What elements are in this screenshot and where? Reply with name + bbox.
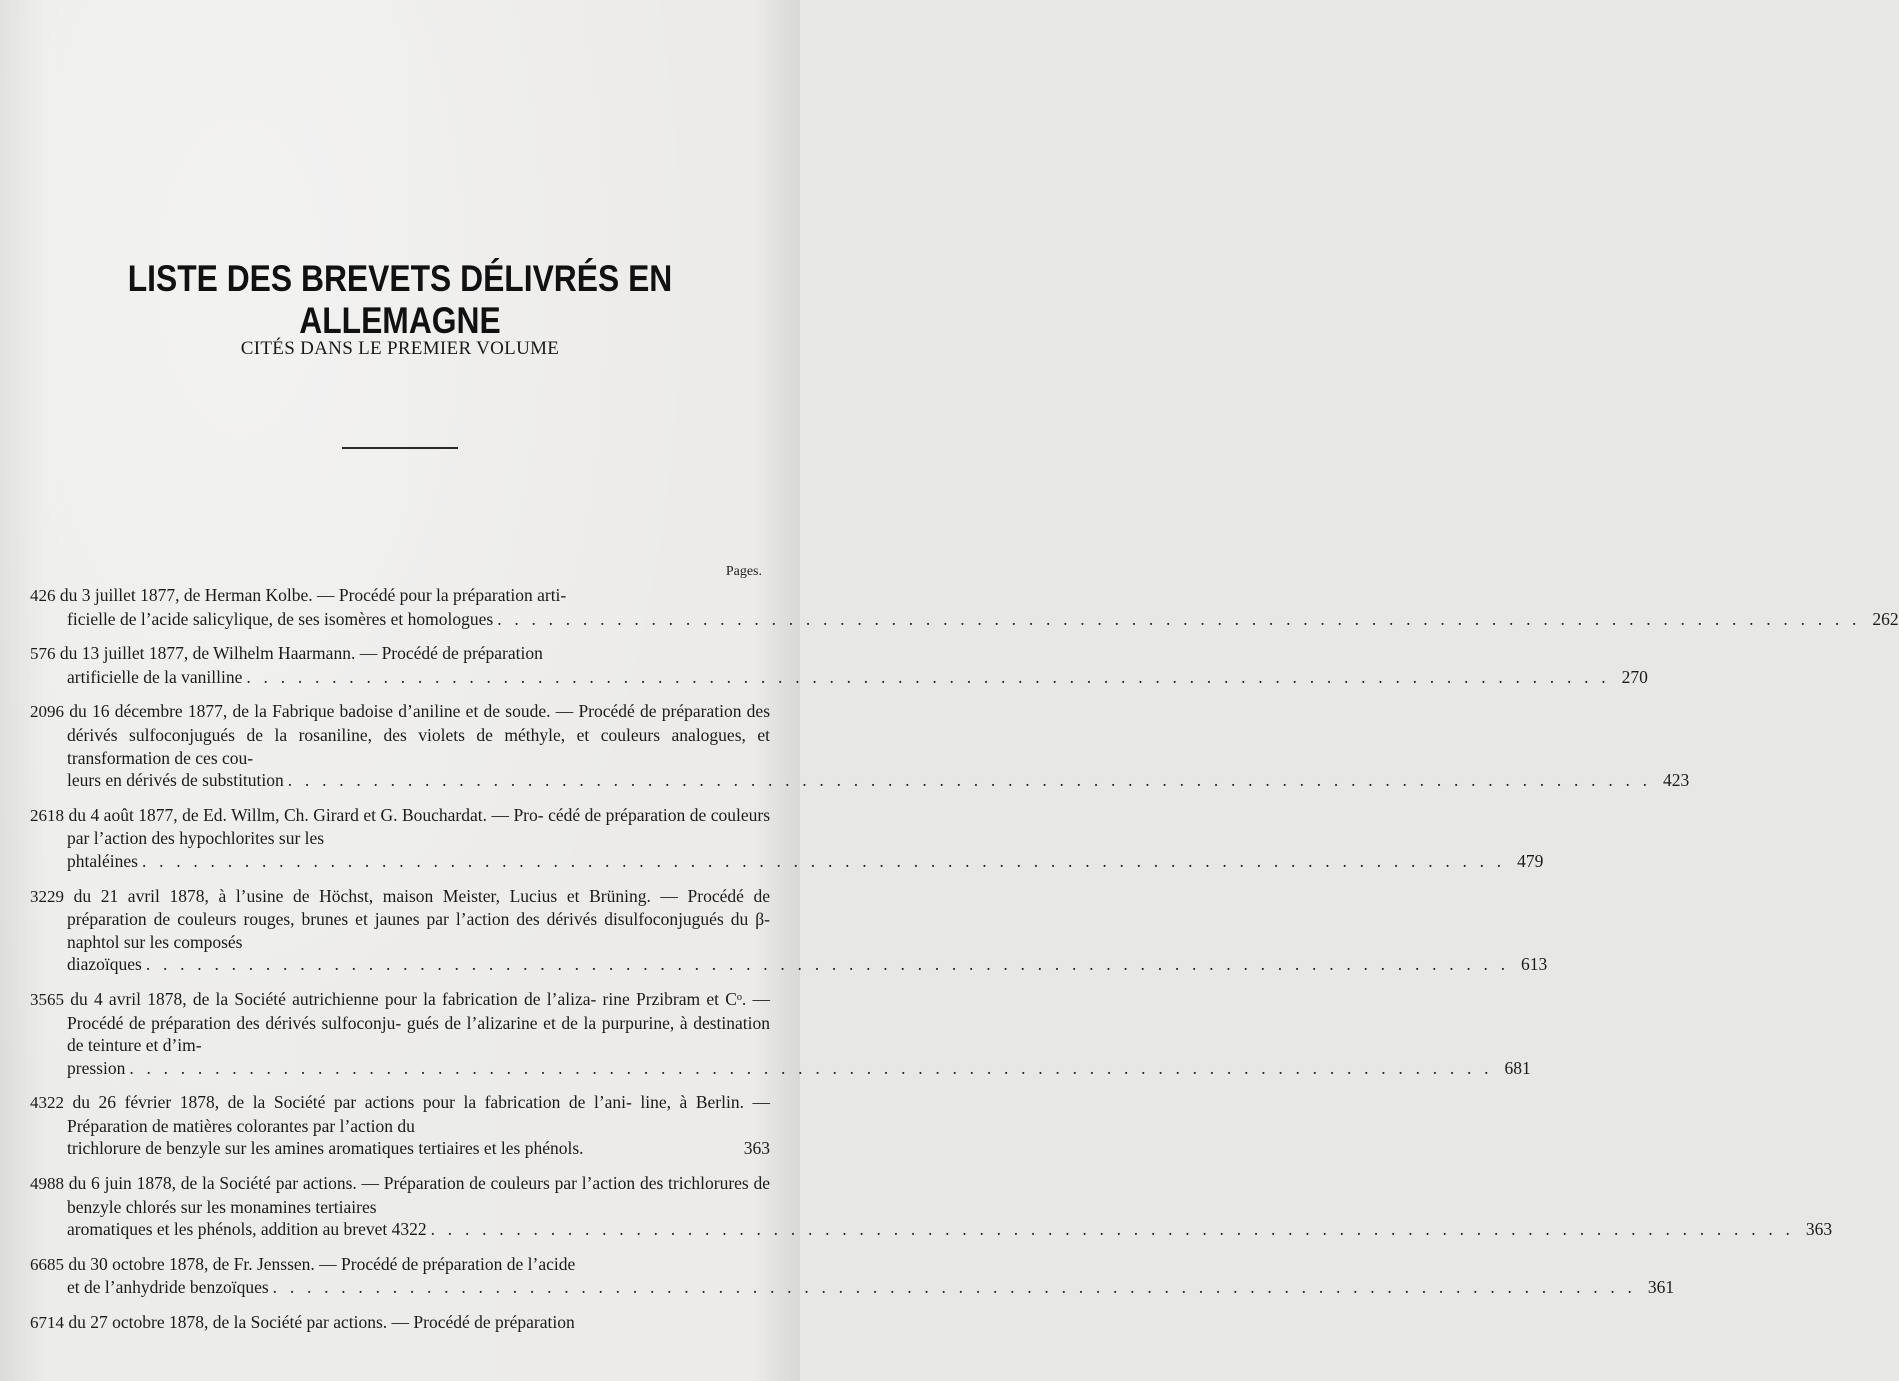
patent-entry xyxy=(30,700,1690,791)
entry-last-line xyxy=(67,850,1544,873)
entry-text-line: diazoïques xyxy=(67,954,142,975)
patent-number: 6714 xyxy=(30,1313,64,1333)
entry-last-line xyxy=(67,769,1690,792)
entry-text-line: Procédé de préparation des dérivés sulfoconjugués de la rosaniline, des xyxy=(67,701,771,745)
dot-leader: . . . . . . . . . . . . . . . . . . . . . . . . . . . . . . . . . . . . . . . . . . . . . . . . . . . . . . . . . . . . . . . . . . . . . . . . . . . . . . . . xyxy=(497,608,1861,629)
patent-entry xyxy=(30,1091,770,1160)
entry-text-line: du 4 avril 1878, de la Société autrichienne pour la fabrication de l’aliza- xyxy=(70,988,597,1009)
page-reference: 423 xyxy=(1662,770,1690,791)
entry-text-line: du 21 avril 1878, à l’usine de Höchst, maison Meister, Lucius et xyxy=(73,885,580,906)
entry-text-line: ficielle de l’acide salicylique, de ses isomères et homologues xyxy=(67,608,494,629)
patent-entry xyxy=(30,988,1531,1079)
entry-text-line: Brüning. — Procédé de préparation de couleurs rouges, brunes et jaunes xyxy=(67,885,770,930)
entry-text-line: du 16 décembre 1877, de la Fabrique badoise d’aniline et de soude. — xyxy=(69,701,574,722)
entry-text-line: du 30 octobre 1878, de Fr. Jenssen. — Procédé de préparation de l’acide xyxy=(68,1253,576,1274)
entry-text-line: et de l’anhydride benzoïques xyxy=(67,1277,269,1298)
patent-number: 4322 xyxy=(30,1093,64,1113)
entry-last-line xyxy=(67,1218,1833,1241)
page-title: LISTE DES BREVETS DÉLIVRÉS EN ALLEMAGNE xyxy=(127,258,673,341)
entry-text-line: rine Przibram et Cᵒ. — Procédé de préparation des dérivés sulfoconju- xyxy=(67,988,771,1033)
entry-last-line xyxy=(67,666,1648,689)
patent-entry xyxy=(30,1253,1675,1299)
entry-text-line: du 13 juillet 1877, de Wilhelm Haarmann. — Procédé de préparation xyxy=(59,643,543,664)
entry-text-line: artificielle de la vanilline xyxy=(67,666,243,687)
entry-text-line: du 4 août 1877, de Ed. Willm, Ch. Girard et G. Bouchardat. — Pro- xyxy=(68,804,544,825)
patent-number: 3565 xyxy=(30,989,64,1009)
entry-text-line: trichlorure de benzyle sur les amines aromatiques tertiaires et les phénols. xyxy=(67,1138,584,1159)
patent-entry xyxy=(30,642,1648,688)
patent-number: 4988 xyxy=(30,1174,64,1194)
patent-entry xyxy=(30,1311,770,1335)
entry-text-line: line, à Berlin. — Préparation de matières colorantes par l’action du xyxy=(67,1092,770,1136)
dot-leader: . . . . . . . . . . . . . . . . . . . . . . . . . . . . . . . . . . . . . . . . . . . . . . . . . . . . . . . . . . . . . . . . . . . . . . . . . . . . . . . . xyxy=(141,850,1506,871)
dot-leader: . . . . . . . . . . . . . . . . . . . . . . . . . . . . . . . . . . . . . . . . . . . . . . . . . . . . . . . . . . . . . . . . . . . . . . . . . . . . . . . . xyxy=(145,954,1510,975)
patent-number: 2618 xyxy=(30,805,64,825)
entry-text-line: gués de l’alizarine et de la purpurine, à destination de teinture et d’im- xyxy=(67,1012,771,1056)
entry-text-line: du 27 octobre 1878, de la Société par actions. — Procédé de préparation xyxy=(68,1312,575,1333)
entry-text-line: l’action des trichlorures de benzyle chlorés sur les monamines tertiaires xyxy=(67,1173,771,1217)
patent-entry xyxy=(30,885,1548,976)
dot-leader: . . . . . . . . . . . . . . . . . . . . . . . . . . . . . . . . . . . . . . . . . . . . . . . . . . . . . . . . . . . . . . . . . . . . . . . . . . . . . . . . xyxy=(129,1057,1493,1078)
patent-list xyxy=(30,584,1899,1347)
entry-last-line xyxy=(67,953,1548,976)
page-subtitle: CITÉS DANS LE PREMIER VOLUME xyxy=(240,338,560,359)
entry-text-line: du 26 février 1878, de la Société par actions pour la fabrication de l’ani- xyxy=(72,1092,632,1113)
entry-text-line: phtaléines xyxy=(67,850,138,871)
pages-column-label: Pages. xyxy=(725,564,762,579)
entry-last-line xyxy=(67,1057,1531,1080)
page-reference: 262 xyxy=(1872,608,1899,629)
entry-last-line xyxy=(67,1137,770,1160)
page-reference: 479 xyxy=(1517,850,1544,871)
patent-entry xyxy=(30,1172,1833,1241)
dot-leader: . . . . . . . . . . . . . . . . . . . . . . . . . . . . . . . . . . . . . . . . . . . . . . . . . . . . . . . . . . . . . . . . . . . . . . . . . . . . . . . . xyxy=(246,666,1610,687)
entry-text-line: du 6 juin 1878, de la Société par actions. — Préparation de couleurs par xyxy=(68,1173,577,1194)
dot-leader: . . . . . . . . . . . . . . . . . . . . . . . . . . . . . . . . . . . . . . . . . . . . . . . . . . . . . . . . . . . . . . . . . . . . . . . . . . . . . . . . xyxy=(287,770,1652,791)
page-reference: 681 xyxy=(1504,1057,1531,1078)
page-reference: 363 xyxy=(1805,1219,1833,1240)
page-reference: 270 xyxy=(1621,666,1648,687)
title-rule xyxy=(342,447,458,449)
entry-text-line: aromatiques et les phénols, addition au brevet 4322 xyxy=(67,1219,427,1240)
dot-leader: . . . . . . . . . . . . . . . . . . . . . . . . . . . . . . . . . . . . . . . . . . . . . . . . . . . . . . . . . . . . . . . . . . . . . . . . . . . . . . . . xyxy=(430,1219,1795,1240)
patent-number: 3229 xyxy=(30,886,64,906)
page-reference: 363 xyxy=(743,1138,770,1159)
entry-text-line: cédé de préparation de couleurs par l’action des hypochlorites sur les xyxy=(67,804,771,849)
entry-text-line: violets de méthyle, et couleurs analogues, et transformation de ces cou- xyxy=(67,724,770,768)
dot-leader: . . . . . . . . . . . . . . . . . . . . . . . . . . . . . . . . . . . . . . . . . . . . . . . . . . . . . . . . . . . . . . . . . . . . . . . . . . . . . . . . xyxy=(272,1277,1637,1298)
page-reference: 613 xyxy=(1521,954,1548,975)
entry-text-line: par l’action des dérivés disulfoconjugués du β-naphtol sur les composés xyxy=(67,909,770,952)
patent-number: 576 xyxy=(30,644,56,664)
entry-text-line: pression xyxy=(67,1057,126,1078)
patent-entry xyxy=(30,804,1544,873)
page-reference: 361 xyxy=(1647,1277,1675,1298)
entry-text-line: du 3 juillet 1877, de Herman Kolbe. — Procédé pour la préparation arti- xyxy=(59,585,567,605)
patent-number: 6685 xyxy=(30,1254,64,1274)
entry-last-line xyxy=(67,1276,1675,1299)
patent-number: 2096 xyxy=(30,702,64,722)
patent-entry xyxy=(30,584,1899,630)
entry-text-line: leurs en dérivés de substitution xyxy=(67,770,284,791)
patent-number: 426 xyxy=(30,586,56,605)
entry-last-line xyxy=(67,608,1899,631)
